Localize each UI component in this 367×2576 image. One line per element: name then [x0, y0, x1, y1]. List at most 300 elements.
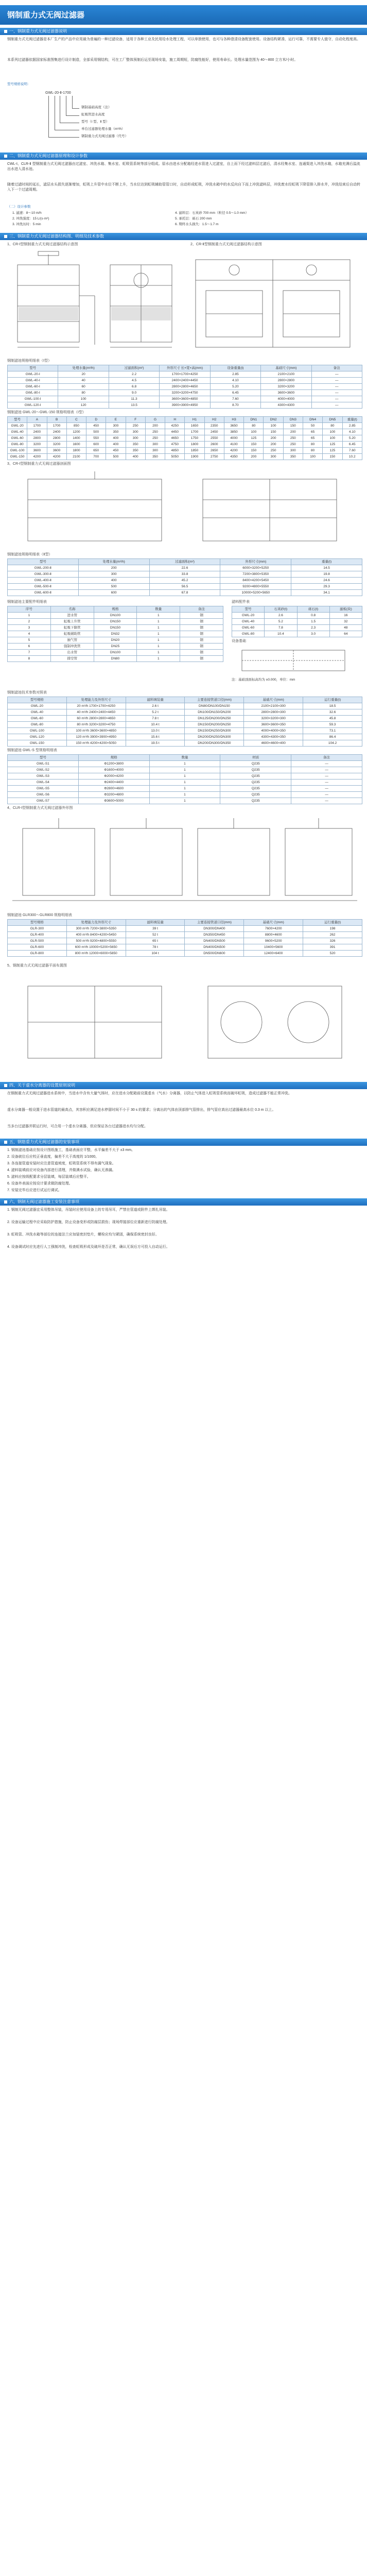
table-cell: DN20 — [94, 637, 137, 643]
filter-type1-drawing — [7, 249, 182, 352]
table-header-cell: 型号 — [8, 365, 58, 371]
table-cell: 20 m³/h 1700×1700×4250 — [66, 703, 126, 709]
table-cell: 4000×4000×350 — [244, 728, 303, 734]
table-cell: 1800 — [185, 442, 204, 448]
table-cell: GLR-400 — [8, 932, 67, 938]
table-cell: 86.4 — [303, 734, 362, 740]
table-cell: 78 t — [126, 944, 185, 951]
table-cell: Q235 — [220, 767, 291, 773]
table-cell: 4450 — [165, 429, 185, 435]
table-caption: 钢制滤池规格明细表（Ⅱ型） — [7, 553, 53, 556]
table-cell: GLR-500 — [8, 938, 67, 944]
table-cell: 40 — [58, 378, 109, 384]
table-cell: 80 m³/h 3200×3200×4750 — [66, 722, 126, 728]
table-caption: 钢制滤池技术参数对照表 — [7, 691, 47, 694]
table-cell: — — [291, 779, 362, 786]
table-cell: 198 — [303, 926, 362, 932]
table-cell: 200 — [244, 454, 264, 460]
figure-caption: 3、CR-Ⅰ型钢制重力式无阀过滤器剖面图 — [7, 462, 71, 466]
table-cell: DN150 — [94, 625, 137, 631]
table-header-cell: 型号规格 — [8, 920, 67, 926]
table-row — [8, 798, 362, 804]
table-row — [8, 773, 362, 779]
table-cell: 1 — [149, 779, 220, 786]
table-row — [8, 637, 223, 643]
table-row — [232, 619, 362, 625]
table-cell: GWL-100 — [8, 448, 27, 454]
table-header-cell: 滤板(块) — [329, 606, 362, 613]
table-header-cell: 设备重量(t) — [210, 365, 260, 371]
table-row — [8, 643, 223, 650]
table-cell: 200 — [145, 423, 165, 429]
table-header-cell: 处理水量(m³/h) — [78, 559, 149, 565]
figure-caption: 5、钢制重力式无阀过滤器平面布置图 — [7, 964, 67, 968]
table-row — [8, 761, 362, 767]
table-cell: DN150/DN250/DN300 — [185, 728, 244, 734]
table-cell: 300 — [78, 571, 149, 578]
installation-list-item: 2. 设备就位后应校正垂直度，偏差不大于高度的 1/1000。 — [7, 1155, 99, 1159]
table-cell: 600 — [78, 590, 149, 596]
table-cell: 4650 — [165, 435, 185, 442]
table-caption: 钢制滤池主要配件明细表 — [7, 600, 47, 604]
table-header-cell: 规格 — [94, 606, 137, 613]
table-header-cell: 基础尺寸(mm) — [244, 920, 303, 926]
table-cell: 67.8 — [149, 590, 220, 596]
table-row — [8, 740, 362, 747]
page-title: 钢制重力式无阀过滤器 — [7, 11, 85, 20]
table-cell: GWL-150 — [8, 740, 67, 747]
table-cell: Φ3200×4800 — [78, 792, 149, 798]
table-row — [232, 613, 362, 619]
table-cell: 2800×2800×4650 — [160, 384, 210, 390]
table-cell: 100 — [244, 429, 264, 435]
table-cell: 19.5 t — [126, 740, 185, 747]
table-cell: GWL-80 — [8, 442, 27, 448]
table-cell: 10.4 t — [126, 722, 185, 728]
table-cell: DN500/DN600 — [185, 951, 244, 957]
table-cell: 326 — [303, 938, 362, 944]
table-cell: 3200×3200×300 — [244, 716, 303, 722]
table-cell: 4600×4600×400 — [244, 740, 303, 747]
table-row — [8, 951, 362, 957]
spec-table-type2 — [7, 558, 362, 596]
table-cell: 4250 — [165, 423, 185, 429]
table-cell: — — [291, 798, 362, 804]
table-row — [8, 590, 362, 596]
table-cell: 13.0 t — [126, 728, 185, 734]
table-cell: — — [311, 402, 362, 409]
table-header-cell: 基础尺寸(mm) — [261, 365, 311, 371]
param-item: 4. 滤料层：石英砂 700 mm（粒径 0.5～1.0 mm） — [175, 211, 249, 215]
table-cell: 16 — [329, 613, 362, 619]
table-cell: — — [311, 378, 362, 384]
table-cell: 65 t — [126, 938, 185, 944]
table-cell: Q235 — [220, 761, 291, 767]
table-row — [8, 402, 362, 409]
table-cell: 钢 — [180, 656, 223, 662]
table-cell: 6 — [8, 643, 51, 650]
table-cell: 7 — [8, 650, 51, 656]
table-cell: 250 — [283, 442, 303, 448]
table-cell: 3600×3600 — [261, 390, 311, 396]
table-cell: GWL-150 — [8, 454, 27, 460]
table-cell: 600 m³/h 10000×5200×5650 — [66, 944, 126, 951]
table-cell: 4100 — [224, 442, 243, 448]
table-cell: 排空管 — [50, 656, 94, 662]
table-cell: 钢 — [180, 643, 223, 650]
filter-outline-drawing — [7, 813, 362, 906]
table-cell: GWL-300-Ⅱ — [8, 571, 79, 578]
layout-plan-drawing — [7, 971, 362, 1074]
table-cell: 150 — [244, 448, 264, 454]
table-header-cell: 重量(t) — [291, 559, 362, 565]
table-row — [8, 584, 362, 590]
table-cell: 850 — [66, 423, 86, 429]
table-header-cell: 滤料填装量 — [126, 697, 185, 703]
spec-table-dimensions — [7, 416, 362, 460]
table-cell: — — [311, 371, 362, 378]
table-cell: 5050 — [165, 454, 185, 460]
table-cell: 6.45 — [210, 390, 260, 396]
table-cell: 1 — [137, 656, 180, 662]
table-cell: 1 — [137, 625, 180, 631]
table-cell: GWL-100 — [8, 728, 67, 734]
table-row — [8, 435, 362, 442]
table-cell: GWL-20-Ⅰ — [8, 371, 58, 378]
table-cell: 9200×4800×5550 — [220, 584, 291, 590]
table-cell: GWL-120-Ⅰ — [8, 402, 58, 409]
table-cell: Q235 — [220, 792, 291, 798]
table-cell: 1.5 — [297, 619, 329, 625]
table-cell: 80 — [323, 423, 342, 429]
table-cell: 45.2 — [149, 578, 220, 584]
table-cell: 120 — [58, 402, 109, 409]
section-heading-intro: 一、钢制重力式无阀过滤器说明 — [0, 28, 367, 35]
table-row — [8, 938, 362, 944]
table-cell: 3.0 — [297, 631, 329, 637]
table-cell: 2800×2800×300 — [244, 709, 303, 716]
table-header-cell: 数量 — [137, 606, 180, 613]
table-cell: 5.20 — [210, 384, 260, 390]
table-cell: 1200 — [66, 429, 86, 435]
table-header-cell: 运行重量(t) — [303, 697, 362, 703]
table-cell: 7.8 — [265, 625, 297, 631]
installation-list-item: 6. 设备外表面应按设计要求做防腐处理。 — [7, 1182, 73, 1185]
table-cell: 50 — [303, 423, 322, 429]
table-caption: 滤料配件表 — [232, 600, 250, 604]
section-heading-structure: 三、钢制重力式无阀过滤器结构图、明细及技术参数 — [0, 233, 367, 240]
foundation-drawing — [232, 645, 362, 676]
table-cell: 3600 — [27, 448, 47, 454]
table-header-cell: 备注 — [291, 755, 362, 761]
table-header-cell: H1 — [185, 417, 204, 423]
table-cell: 2550 — [204, 435, 224, 442]
table-cell: 400 m³/h 8400×4200×5450 — [66, 932, 126, 938]
table-cell: 22.6 — [149, 565, 220, 571]
table-cell: 64 — [329, 631, 362, 637]
table-cell: 262 — [303, 932, 362, 938]
table-cell: DN100/DN150/DN200 — [185, 709, 244, 716]
table-cell: 1 — [137, 613, 180, 619]
table-cell: 1700×1700×4250 — [160, 371, 210, 378]
table-cell: GWL-40 — [232, 619, 265, 625]
table-cell: 100 — [303, 454, 322, 460]
table-cell: 1750 — [185, 435, 204, 442]
table-cell: 34.1 — [291, 590, 362, 596]
table-cell: 400 — [78, 578, 149, 584]
table-header-cell: 重量(t) — [342, 417, 362, 423]
table-cell: 1 — [8, 613, 51, 619]
table-cell: 3850 — [224, 429, 243, 435]
table-cell: 3200×3200×4750 — [160, 390, 210, 396]
param-item: 6. 期终水头损失：1.5～1.7 m — [175, 223, 219, 226]
foundation-note: 注：基础顶面标高均为 ±0.000，单位：mm — [232, 678, 295, 682]
table-cell: 2.6 — [265, 613, 297, 619]
table-cell: 56.5 — [149, 584, 220, 590]
table-header-cell: B — [47, 417, 66, 423]
construction-paragraph-1: 1. 钢制无阀过滤器宜采用整体吊装，吊装时应使用设备上的专用吊耳，严禁在管道或附件上绑扎吊装。 — [7, 1208, 170, 1212]
table-cell: 4200 — [47, 454, 66, 460]
construction-paragraph-4: 4. 设备调试时应先进行人工强制冲洗，检查虹吸形成及破坏是否正常，确认无误后方可投入自动运行。 — [7, 1245, 170, 1249]
installation-list-item: 1. 钢制滤池基础应按设计图纸施工，基础表面应平整，水平偏差不大于 ±3 mm。 — [7, 1148, 135, 1152]
table-cell: 2100 — [66, 454, 86, 460]
table-cell: 13.5 — [109, 402, 159, 409]
table-cell: — — [291, 792, 362, 798]
spec-table-technical — [7, 697, 362, 747]
table-header-cell: 主要连接管道口径(mm) — [185, 920, 244, 926]
table-cell: 100 — [323, 435, 342, 442]
table-cell: 4350 — [224, 454, 243, 460]
table-cell: 200 — [78, 565, 149, 571]
table-row — [8, 650, 223, 656]
table-caption: 钢制滤池 GWL-S 型规格明细表 — [7, 749, 57, 752]
table-cell: 2.85 — [342, 423, 362, 429]
table-cell: 3650 — [224, 423, 243, 429]
table-cell: 150 — [283, 423, 303, 429]
table-cell: 350 — [126, 442, 145, 448]
table-cell: 200 — [264, 442, 283, 448]
table-row — [8, 734, 362, 740]
table-cell: 150 — [244, 442, 264, 448]
table-cell: 2800×2800 — [261, 378, 311, 384]
table-cell: DN200/DN250/DN300 — [185, 734, 244, 740]
table-cell: 钢 — [180, 650, 223, 656]
model-code: GWL-20-Ⅱ-1700 — [45, 91, 71, 95]
table-cell: 2450 — [204, 429, 224, 435]
table-cell: DN80 — [94, 656, 137, 662]
table-cell: 钢 — [180, 625, 223, 631]
table-cell: 2.3 — [297, 625, 329, 631]
table-cell: 400 — [106, 442, 126, 448]
table-cell: 500 — [78, 584, 149, 590]
table-header-cell: 数量 — [149, 755, 220, 761]
table-cell: GWL-60-Ⅰ — [8, 384, 58, 390]
table-cell: 5 — [8, 637, 51, 643]
table-cell: 400 — [106, 435, 126, 442]
table-row — [8, 786, 362, 792]
table-cell: DN400/DN500 — [185, 944, 244, 951]
table-cell: 250 — [283, 435, 303, 442]
table-cell: 1 — [149, 773, 220, 779]
table-cell: 2800 — [47, 435, 66, 442]
table-row — [8, 396, 362, 402]
table-cell: DN125/DN200/DN250 — [185, 716, 244, 722]
table-cell: 6.8 — [109, 384, 159, 390]
table-cell: 1850 — [185, 448, 204, 454]
table-header-cell: 备注 — [180, 606, 223, 613]
installation-list-item: 5. 滤料应按级配要求分层装填，每层装填后应整平。 — [7, 1175, 91, 1179]
table-cell: 2100×2100 — [261, 371, 311, 378]
table-cell: 钢 — [180, 613, 223, 619]
figure-caption: 设备基础 — [232, 639, 246, 643]
table-cell: Φ2000×4200 — [78, 773, 149, 779]
table-cell: 60 m³/h 2800×2800×4650 — [66, 716, 126, 722]
table-cell: 10.4 — [265, 631, 297, 637]
table-header-cell: 名称 — [50, 606, 94, 613]
installation-list-item: 4. 滤料装填前应对设备内部进行清理，并做满水试验，确认无渗漏。 — [7, 1168, 116, 1172]
table-cell: 1 — [137, 619, 180, 625]
table-cell: 0.8 — [297, 613, 329, 619]
table-cell: 3600×3600×350 — [244, 722, 303, 728]
table-cell: — — [291, 786, 362, 792]
table-cell: 11.3 — [109, 396, 159, 402]
table-cell: 1400 — [66, 435, 86, 442]
table-cell: 300 — [126, 435, 145, 442]
table-cell: 500 — [86, 429, 106, 435]
table-cell: DN150/DN200/DN250 — [185, 722, 244, 728]
table-cell: 1 — [137, 650, 180, 656]
table-cell: 9600×5200 — [244, 938, 303, 944]
table-header-cell: H2 — [204, 417, 224, 423]
table-cell: 100 — [323, 429, 342, 435]
table-cell: 45.8 — [303, 716, 362, 722]
table-row — [8, 722, 362, 728]
model-code-label: 钢制重力式无阀过滤器（代号） — [81, 134, 128, 138]
table-cell: 7200×3800×5350 — [220, 571, 291, 578]
table-cell: 650 — [86, 448, 106, 454]
table-cell: 18.5 — [303, 703, 362, 709]
table-cell: 300 m³/h 7200×3800×5350 — [66, 926, 126, 932]
table-cell: 48 — [329, 625, 362, 631]
table-cell: 虹吸上升管 — [50, 619, 94, 625]
table-header-cell: 运行重量(t) — [303, 920, 362, 926]
table-cell: 350 — [106, 429, 126, 435]
table-cell: 32 — [329, 619, 362, 625]
table-cell: 3600×3600×4850 — [160, 396, 210, 402]
table-header-cell: F — [126, 417, 145, 423]
table-cell: 6000×3200×5250 — [220, 565, 291, 571]
table-cell: 2650 — [204, 448, 224, 454]
table-row — [8, 442, 362, 448]
table-cell: 1 — [149, 786, 220, 792]
table-cell: 125 — [323, 442, 342, 448]
table-cell: 125 — [323, 448, 342, 454]
table-cell: GLR-600 — [8, 944, 67, 951]
table-cell: Φ1600×4000 — [78, 767, 149, 773]
table-cell: 4300×4300 — [261, 402, 311, 409]
table-cell: — — [291, 773, 362, 779]
table-cell: 15.6 t — [126, 734, 185, 740]
table-cell: 32.6 — [303, 709, 362, 716]
table-header-cell: 外形尺寸(mm) — [220, 559, 291, 565]
table-cell: 500 m³/h 9200×4800×5550 — [66, 938, 126, 944]
table-cell: GWL-S4 — [8, 779, 79, 786]
table-header-cell: 基础尺寸(mm) — [244, 697, 303, 703]
table-cell: GWL-S1 — [8, 761, 79, 767]
table-header-cell: 处理能力及外形尺寸 — [66, 920, 126, 926]
table-cell: 7.60 — [342, 448, 362, 454]
table-cell: 100 m³/h 3600×3600×4850 — [66, 728, 126, 734]
table-row — [8, 716, 362, 722]
param-item: 3. 冲洗历时：5 min — [12, 223, 41, 226]
table-cell: 52 t — [126, 932, 185, 938]
table-row — [8, 448, 362, 454]
table-cell: 3600 — [47, 448, 66, 454]
table-cell: GWL-60 — [8, 435, 27, 442]
table-cell: 4750 — [165, 442, 185, 448]
table-cell: GLR-800 — [8, 951, 67, 957]
param-item: 1. 滤速：8～10 m/h — [12, 211, 42, 215]
table-cell: 80 — [303, 448, 322, 454]
table-cell: GWL-40-Ⅰ — [8, 378, 58, 384]
table-cell: — — [311, 396, 362, 402]
table-row — [8, 371, 362, 378]
table-cell: — — [311, 390, 362, 396]
table-cell: Q235 — [220, 773, 291, 779]
table-cell: GWL-80 — [8, 722, 67, 728]
table-header-cell: DN3 — [283, 417, 303, 423]
principle-paragraph-2: 随着过滤时间的延长，滤层水头损失逐渐增加，虹吸上升管中水位不断上升，当水位达到虹吸辅助管管口时，自动形成虹吸，冲洗水箱中的水反向自下而上冲洗滤料层，冲洗废水经虹吸下降管排入排水井，冲洗结束后自动转入下一个过滤周期。 — [7, 183, 360, 192]
separator-paragraph-1: 在钢制重力式无阀过滤器进水系统中，当进水中含有大量气体时，应在进水分配箱前设置虚水（气水）分离器，以防止气体进入虹吸管系统而破坏虹吸，造成过滤器不能正常冲洗。 — [7, 1092, 292, 1095]
table-header-cell: 外形尺寸 长×宽×高(mm) — [160, 365, 210, 371]
table-cell: 104 t — [126, 951, 185, 957]
table-cell: 钢 — [180, 637, 223, 643]
table-cell: 1 — [149, 767, 220, 773]
table-caption: 钢制滤池 GLR300～GLR800 规格明细表 — [7, 913, 73, 917]
table-header-cell: 型号 — [8, 755, 79, 761]
table-row — [8, 703, 362, 709]
table-cell: 10400×5600 — [244, 944, 303, 951]
table-cell: 3200 — [27, 442, 47, 448]
separator-paragraph-3: 当多台过滤器并联运行时，可合用一个虚水分离器，但应保证各台过滤器进水均匀分配。 — [7, 1125, 148, 1128]
table-cell: 150 m³/h 4200×4200×5050 — [66, 740, 126, 747]
table-cell: 2.2 — [109, 371, 159, 378]
header-banner — [0, 5, 367, 25]
table-row — [8, 565, 362, 571]
table-header-cell: C — [66, 417, 86, 423]
table-cell: 120 m³/h 3900×3900×4950 — [66, 734, 126, 740]
figure-caption: 2、CR-Ⅱ型钢制重力式无阀过滤器结构示意图 — [190, 243, 262, 246]
table-cell: GWL-80-Ⅰ — [8, 390, 58, 396]
table-cell: GWL-20 — [8, 423, 27, 429]
table-cell: 2750 — [204, 454, 224, 460]
table-cell: 29.3 — [291, 584, 362, 590]
table-cell: 40 m³/h 2400×2400×4450 — [66, 709, 126, 716]
table-cell: GWL-200-Ⅱ — [8, 565, 79, 571]
table-cell: GWL-S5 — [8, 786, 79, 792]
spec-table-media — [232, 606, 362, 637]
table-cell: DN100 — [94, 613, 137, 619]
table-cell: GWL-500-Ⅱ — [8, 584, 79, 590]
model-code-label: 虹吸管进水高度 — [81, 113, 105, 116]
table-cell: Φ3600×5000 — [78, 798, 149, 804]
table-row — [8, 429, 362, 435]
table-cell: 1 — [149, 761, 220, 767]
table-cell: 19.8 — [291, 571, 362, 578]
table-cell: 钢 — [180, 631, 223, 637]
table-cell: DN80/DN100/DN150 — [185, 703, 244, 709]
table-cell: 8800×4600 — [244, 932, 303, 938]
